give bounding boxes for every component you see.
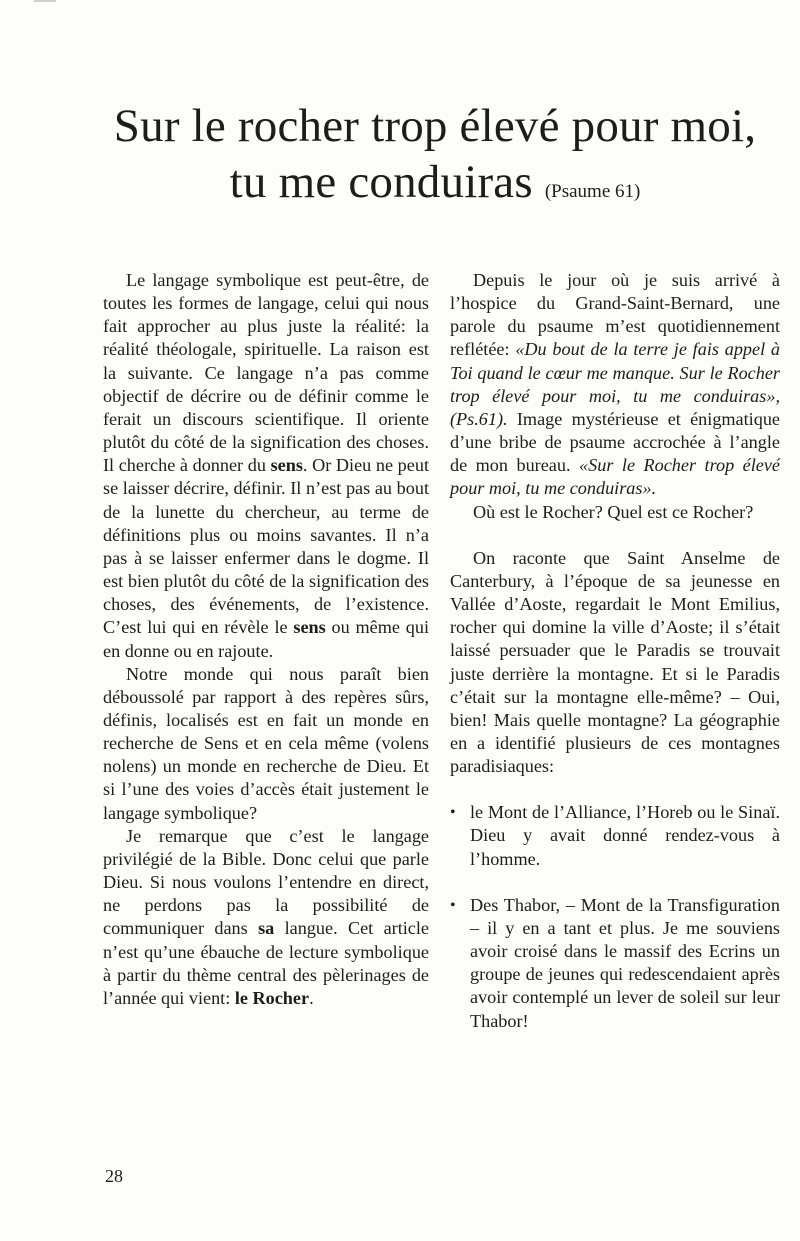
text-run: ou même qui en donne ou en rajoute.: [103, 617, 429, 661]
right-paragraph-1: [450, 269, 780, 501]
psalm-quote: «Du bout de la terre je fais appel à Toi quand le cœur me manque. Sur le Rocher trop élevé pour moi, tu me conduiras», (Ps.61).: [450, 339, 780, 429]
mountain-list: [450, 801, 780, 1032]
text-run: Je remarque que c’est le langage privilégié de la Bible. Donc celui que parle Dieu. Si nous voulons l’entendre en direct, ne perdons pas la possibilité de communiquer dans: [103, 825, 429, 939]
title-line-2: tu me conduiras: [229, 156, 533, 208]
text-run: Le langage symbolique est peut-être, de toutes les formes de langage, celui qui nous fait approcher au plus juste la réalité: la réalité théologale, spirituelle. La raison est la suivante. Ce langage n’a pas comme objectif de décrire ou de définir comme le ferait un discours scientifique. Il oriente plutôt du côté de la signification des choses. Il cherche à donner du: [103, 270, 429, 476]
bold-sens: sens: [270, 455, 303, 476]
psalm-quote-short: «Sur le Rocher trop élevé pour moi, tu me conduiras».: [450, 455, 781, 499]
psalm-reference: (Psaume 61): [544, 181, 641, 202]
page-title: [0, 98, 800, 220]
right-column: [450, 269, 780, 1033]
bold-sa: sa: [258, 918, 275, 939]
list-item: [450, 894, 780, 1033]
right-paragraph-3: On raconte que Saint Anselme de Canterbury, à l’époque de sa jeunesse en Vallée d’Aoste, regardait le Mont Emilius, rocher qui domine la ville d’Aoste; il s’était laissé persuader que le Paradis se trouvait juste derrière la montagne. Et si le Paradis c’était sur la montagne elle-même? – Oui, bien! Mais quelle montagne? La géographie en a identifié plusieurs de ces montagnes paradisiaques:: [450, 547, 780, 777]
text-run: Image mystérieuse et énigmatique d’une bribe de psaume accrochée à l’angle de mon bureau.: [450, 408, 780, 476]
list-item: [450, 801, 780, 870]
text-run: Depuis le jour où je suis arrivé à l’hospice du Grand-Saint-Bernard, une parole du psaume m’est quotidiennement reflétée:: [450, 270, 780, 360]
title-line-1: Sur le rocher trop élevé pour moi,: [113, 100, 757, 152]
bullet-icon: •: [450, 804, 456, 822]
left-paragraph-1: [103, 269, 429, 663]
text-run: .: [309, 987, 314, 1008]
bold-sens: sens: [293, 617, 326, 638]
left-paragraph-3: [103, 825, 429, 1010]
left-column: [103, 269, 429, 1010]
scan-artifact: [34, 0, 56, 2]
list-item-text: le Mont de l’Alliance, l’Horeb ou le Sinaï. Dieu y avait donné rendez-vous à l’homme.: [470, 802, 780, 869]
title-line-2-wrap: [0, 154, 800, 220]
bold-le-rocher: le Rocher: [234, 987, 310, 1008]
left-paragraph-2: Notre monde qui nous paraît bien déboussolé par rapport à des repères sûrs, définis, localisés est en fait un monde en recherche de Sens et en cela même (volens nolens) un monde en recherche de Dieu. Et si l’une des voies d’accès était justement le langage symbolique?: [103, 663, 429, 823]
right-paragraph-2: Où est le Rocher? Quel est ce Rocher?: [473, 501, 754, 522]
text-run: . Or Dieu ne peut se laisser décrire, définir. Il n’est pas au bout de la lunette du chercheur, au terme de définitions plus ou moins savantes. Il n’a pas à se laisser enfermer dans le dogme. Il est bien plutôt du côté de la signification des choses, des événements, de l’existence. C’est lui qui en révèle le: [103, 455, 429, 638]
list-item-text: Des Thabor, – Mont de la Transfiguration – il y en a tant et plus. Je me souviens avoir croisé dans le massif des Ecrins un groupe de jeunes qui redescendaient après avoir contemplé un lever de soleil sur leur Thabor!: [470, 894, 780, 1031]
page-number: 28: [105, 1166, 123, 1186]
text-run: langue. Cet article n’est qu’une ébauche de lecture symbolique à partir du thème central des pèlerinages de l’année qui vient:: [103, 918, 430, 1008]
bullet-icon: •: [450, 896, 456, 914]
